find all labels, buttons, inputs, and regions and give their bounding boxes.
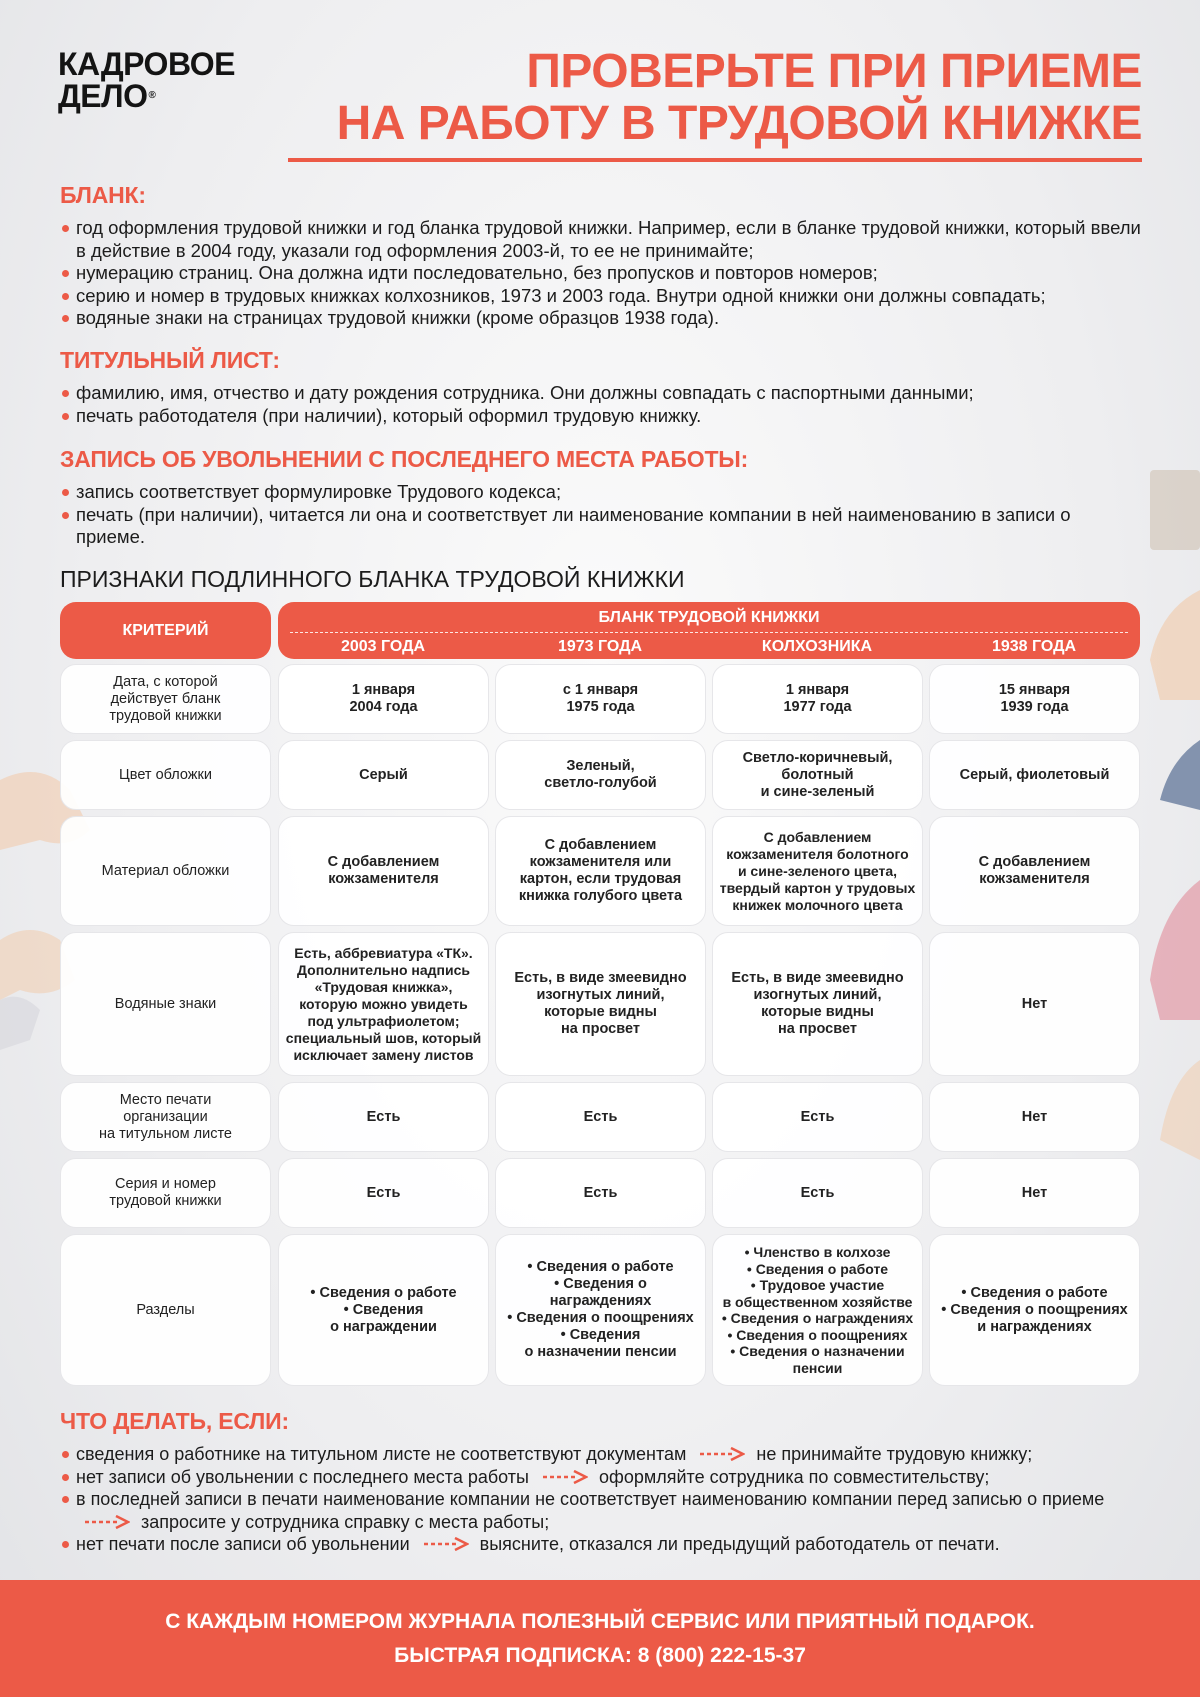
table-row xyxy=(60,740,1140,810)
footer-banner xyxy=(0,1580,1200,1697)
list-item: фамилию, имя, отчество и дату рождения сотрудника. Они должны совпадать с паспортными данными; xyxy=(60,382,1150,405)
arrow-right-icon xyxy=(542,1470,588,1484)
value-cell: Есть xyxy=(495,1158,706,1228)
criterion-cell: Серия и номер трудовой книжки xyxy=(60,1158,271,1228)
value-cell: 15 января 1939 года xyxy=(929,664,1140,734)
list-item xyxy=(60,1488,1160,1533)
criterion-cell: Водяные знаки xyxy=(60,932,271,1076)
value-cell: Есть, в виде змеевидно изогнутых линий, которые видны на просвет xyxy=(495,932,706,1076)
value-cell: 1 января 1977 года xyxy=(712,664,923,734)
action-text: выясните, отказался ли предыдущий работодатель от печати. xyxy=(479,1534,1000,1554)
value-cell: С добавлением кожзаменителя или картон, если трудовая книжка голубого цвета xyxy=(495,816,706,926)
value-cell: Зеленый, светло-голубой xyxy=(495,740,706,810)
section-title-page xyxy=(60,347,1150,427)
list-item: печать работодателя (при наличии), который оформил трудовую книжку. xyxy=(60,405,1150,428)
section-heading: ЗАПИСЬ ОБ УВОЛЬНЕНИИ С ПОСЛЕДНЕГО МЕСТА РАБОТЫ: xyxy=(60,446,749,472)
footer-subscription-phone: БЫСТРАЯ ПОДПИСКА: 8 (800) 222-15-37 xyxy=(394,1644,806,1667)
table-row xyxy=(60,1082,1140,1152)
table-row xyxy=(60,816,1140,926)
list-item xyxy=(60,1466,1160,1489)
footer-promo-text: С КАЖДЫМ НОМЕРОМ ЖУРНАЛА ПОЛЕЗНЫЙ СЕРВИС ИЛИ ПРИЯТНЫЙ ПОДАРОК. xyxy=(165,1610,1035,1633)
value-cell: Есть xyxy=(278,1082,489,1152)
criterion-header: КРИТЕРИЙ xyxy=(60,602,271,659)
bullet-list xyxy=(60,217,1150,330)
page-title-line-1: ПРОВЕРЬТЕ ПРИ ПРИЕМЕ xyxy=(526,45,1142,98)
value-cell: Нет xyxy=(929,1082,1140,1152)
value-cell: с 1 января 1975 года xyxy=(495,664,706,734)
value-cell: С добавлением кожзаменителя xyxy=(929,816,1140,926)
arrow-right-icon xyxy=(84,1515,130,1529)
action-text: не принимайте трудовую книжку; xyxy=(756,1444,1033,1464)
section-heading: БЛАНК: xyxy=(60,182,146,208)
criterion-cell: Цвет обложки xyxy=(60,740,271,810)
value-cell: Есть, в виде змеевидно изогнутых линий, которые видны на просвет xyxy=(712,932,923,1076)
criterion-cell: Материал обложки xyxy=(60,816,271,926)
column-header: КОЛХОЗНИКА xyxy=(761,638,873,655)
value-cell: • Сведения о работе • Сведения о поощрениях и награждениях xyxy=(929,1234,1140,1386)
column-header: 1973 ГОДА xyxy=(557,638,643,655)
brand-line-1: КАДРОВОЕ xyxy=(58,46,235,82)
table-title: ПРИЗНАКИ ПОДЛИННОГО БЛАНКА ТРУДОВОЙ КНИЖКИ xyxy=(60,566,685,592)
condition-text: нет записи об увольнении с последнего места работы xyxy=(76,1466,529,1487)
table-row xyxy=(60,664,1140,734)
list-item: водяные знаки на страницах трудовой книжки (кроме образцов 1938 года). xyxy=(60,307,1150,330)
brand-line-2: ДЕЛО xyxy=(58,78,148,114)
value-cell: Светло-коричневый, болотный и сине-зеленый xyxy=(712,740,923,810)
condition-text: нет печати после записи об увольнении xyxy=(76,1534,410,1554)
section-blank xyxy=(60,182,1150,330)
value-cell: Есть xyxy=(712,1082,923,1152)
action-text: запросите у сотрудника справку с места работы; xyxy=(141,1511,550,1532)
criterion-cell: Разделы xyxy=(60,1234,271,1386)
value-cell: Нет xyxy=(929,1158,1140,1228)
page-title xyxy=(337,46,1142,150)
arrow-right-icon xyxy=(423,1537,469,1551)
table-row xyxy=(60,1158,1140,1228)
list-item: год оформления трудовой книжки и год бланка трудовой книжки. Например, если в бланке трудовой книжки, который ввели в действие в 2004 году, указали год оформления 2003-й, то ее не принимайте; xyxy=(60,217,1150,262)
bullet-list xyxy=(60,382,1150,427)
list-item: серию и номер в трудовых книжках колхозников, 1973 и 2003 года. Внутри одной книжки они должны совпадать; xyxy=(60,285,1150,308)
brand-logo xyxy=(58,48,235,112)
action-text: оформляйте сотрудника по совместительству; xyxy=(599,1466,990,1487)
section-heading: ЧТО ДЕЛАТЬ, ЕСЛИ: xyxy=(60,1408,289,1434)
table-row xyxy=(60,932,1140,1076)
value-cell: Нет xyxy=(929,932,1140,1076)
value-cell: 1 января 2004 года xyxy=(278,664,489,734)
value-cell: С добавлением кожзаменителя xyxy=(278,816,489,926)
value-cell: • Членство в колхозе • Сведения о работе • Трудовое участие в общественном хозяйстве • Сведения о награждениях • Сведения о поощрениях • Сведения о назначении пенсии xyxy=(712,1234,923,1386)
list-item: печать (при наличии), читается ли она и соответствует ли наименование компании в ней наименованию в записи о приеме. xyxy=(60,504,1100,549)
value-cell: Есть xyxy=(712,1158,923,1228)
page-title-line-2: НА РАБОТУ В ТРУДОВОЙ КНИЖКЕ xyxy=(336,97,1142,150)
value-cell: Серый xyxy=(278,740,489,810)
criterion-cell: Место печати организации на титульном листе xyxy=(60,1082,271,1152)
value-cell: Есть, аббревиатура «ТК». Дополнительно надпись «Трудовая книжка», которую можно увидеть под ультрафиолетом; специальный шов, который исключает замену листов xyxy=(278,932,489,1076)
column-header: 2003 ГОДА xyxy=(340,638,426,655)
value-cell: Серый, фиолетовый xyxy=(929,740,1140,810)
blank-group-header xyxy=(278,602,1140,659)
section-what-to-do xyxy=(60,1408,1160,1556)
table-row xyxy=(60,1234,1140,1386)
list-item: запись соответствует формулировке Трудового кодекса; xyxy=(60,481,1100,504)
column-header: 1938 ГОДА xyxy=(991,638,1077,655)
bullet-list xyxy=(60,481,1100,549)
list-item: нумерацию страниц. Она должна идти последовательно, без пропусков и повторов номеров; xyxy=(60,262,1150,285)
registered-mark: ® xyxy=(148,90,156,101)
condition-text: сведения о работнике на титульном листе не соответствуют документам xyxy=(76,1444,687,1464)
section-heading: ТИТУЛЬНЫЙ ЛИСТ: xyxy=(60,347,280,373)
criterion-cell: Дата, с которой действует бланк трудовой книжки xyxy=(60,664,271,734)
arrow-right-icon xyxy=(699,1447,745,1461)
value-cell: • Сведения о работе • Сведения о награждениях • Сведения о поощрениях • Сведения о назначении пенсии xyxy=(495,1234,706,1386)
list-item xyxy=(60,1533,1160,1556)
group-header-label: БЛАНК ТРУДОВОЙ КНИЖКИ xyxy=(598,609,820,626)
hands-illustration-right xyxy=(1130,460,1200,1220)
section-dismissal xyxy=(60,446,1150,549)
header-dashed-divider xyxy=(290,632,1128,633)
bullet-list xyxy=(60,1443,1160,1556)
condition-text: в последней записи в печати наименование компании не соответствует наименованию компании перед записью о приеме xyxy=(76,1489,1105,1509)
value-cell: Есть xyxy=(278,1158,489,1228)
value-cell: • Сведения о работе • Сведения о награждении xyxy=(278,1234,489,1386)
value-cell: Есть xyxy=(495,1082,706,1152)
list-item xyxy=(60,1443,1160,1466)
value-cell: С добавлением кожзаменителя болотного и сине-зеленого цвета, твердый картон у трудовых книжек молочного цвета xyxy=(712,816,923,926)
title-divider xyxy=(288,158,1142,162)
